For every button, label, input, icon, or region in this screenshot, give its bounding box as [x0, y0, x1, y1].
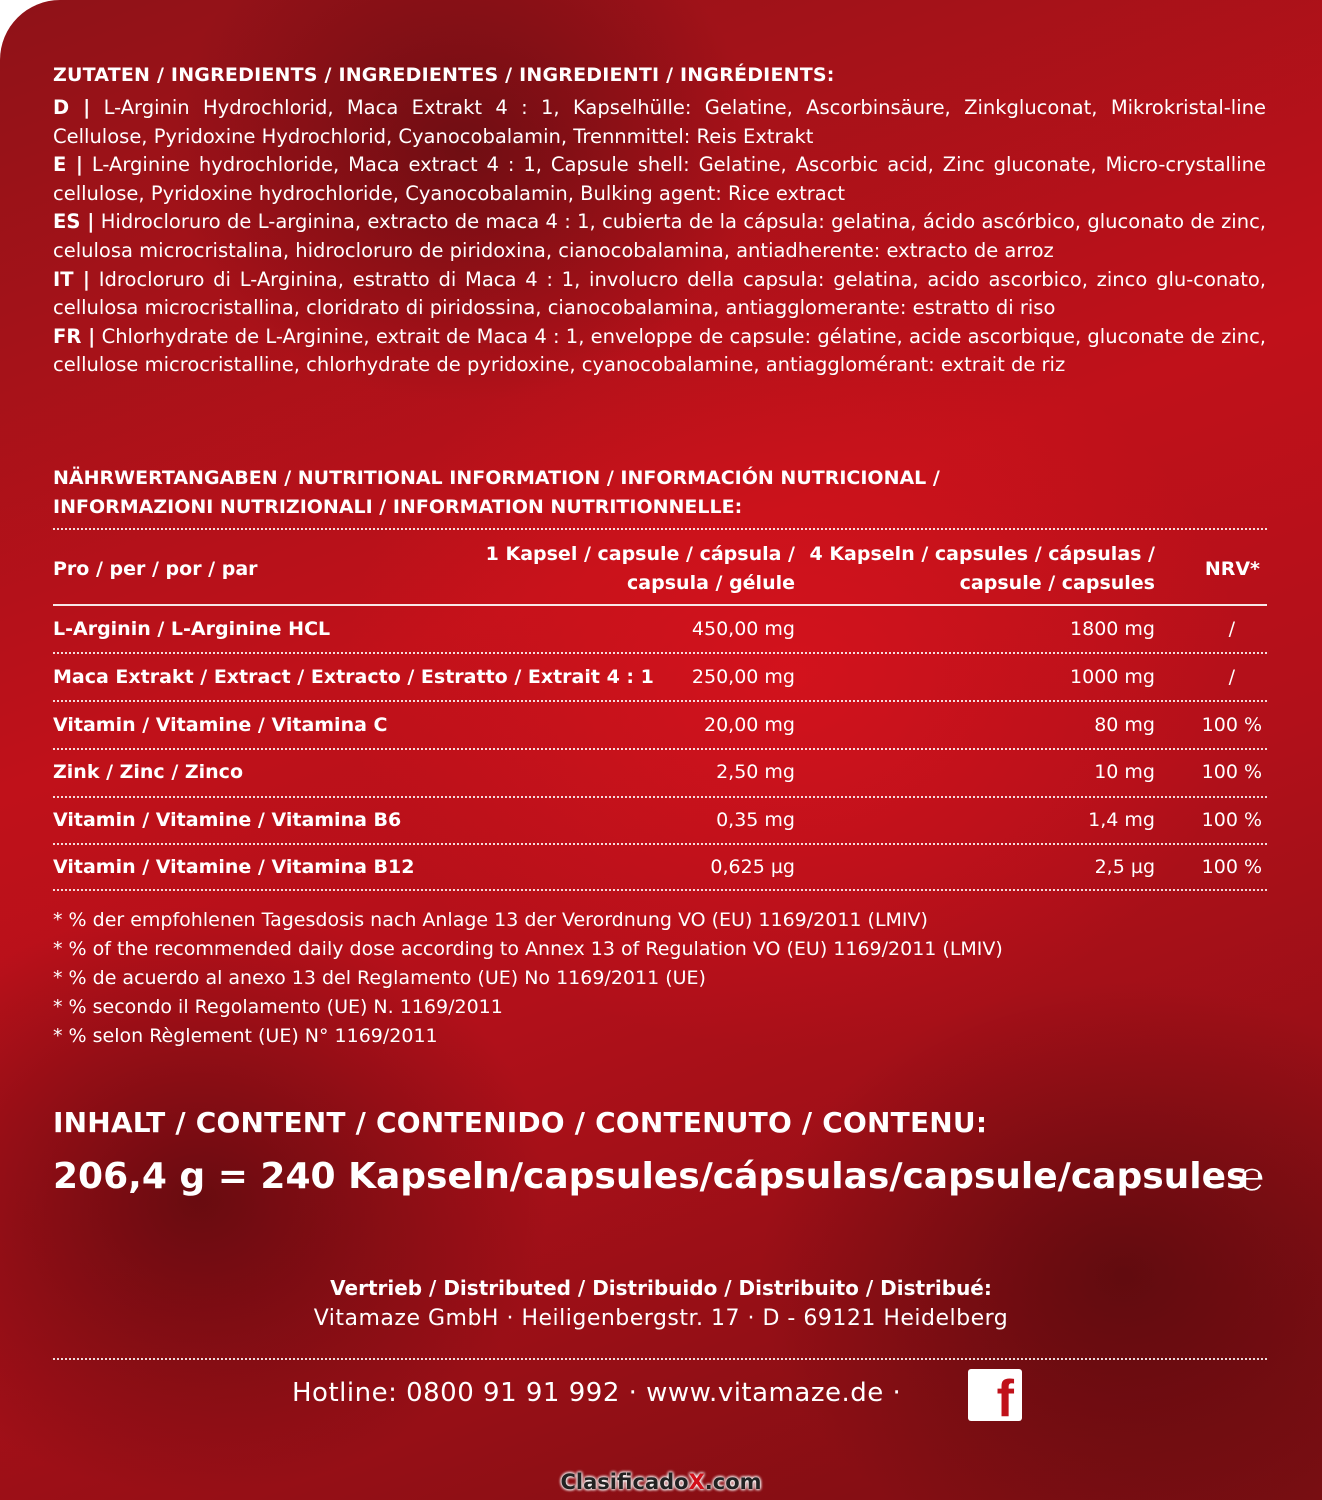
distribution-address: Vitamaze GmbH · Heiligenbergstr. 17 · D - 69121 Heidelberg: [313, 1306, 1009, 1331]
language-code: D |: [53, 96, 91, 119]
ingredient-en: [53, 151, 1266, 208]
row-nrv: 100 %: [1201, 856, 1262, 878]
row-one: 0,35 mg: [716, 809, 795, 831]
row-four: 80 mg: [1094, 714, 1155, 736]
ingredient-text: Idrocloruro di L-Arginina, estratto di Maca 4 : 1, involucro della capsula: gelatina, acido ascorbico, zinco glu-conato, cellulosa microcristallina, cloridrato di piridossina, cianocobalamina, antiagglomerante: estratto di riso: [53, 267, 1266, 320]
divider-dotted: [53, 748, 1267, 750]
row-name: Zink / Zinc / Zinco: [53, 761, 243, 783]
row-four: 2,5 µg: [1094, 856, 1155, 878]
watermark-part: .com: [704, 1470, 762, 1494]
ingredient-it: [53, 266, 1266, 323]
content-value: 206,4 g = 240 Kapseln/capsules/cápsulas/capsule/capsules: [53, 1156, 1248, 1197]
ingredient-fr: [53, 323, 1266, 380]
ingredient-text: L-Arginine hydrochloride, Maca extract 4 : 1, Capsule shell: Gelatine, Ascorbic acid, Zinc gluconate, Micro-crystalline cellulose, Pyridoxine hydrochloride, Cyanocobalamin, Bulking agent: Rice extract: [53, 153, 1267, 205]
divider-solid: [53, 604, 1267, 606]
row-nrv: /: [1228, 618, 1235, 640]
distribution-title: Vertrieb / Distributed / Distribuido / Distribuito / Distribué:: [330, 1276, 992, 1300]
footnote: * % de acuerdo al anexo 13 del Reglamento (UE) No 1169/2011 (UE): [53, 967, 706, 989]
header-one-capsule: [400, 540, 795, 598]
ingredients-title: ZUTATEN / INGREDIENTS / INGREDIENTES / INGREDIENTI / INGRÉDIENTS:: [53, 64, 835, 86]
row-name: Maca Extrakt / Extract / Extracto / Estratto / Extrait 4 : 1: [53, 666, 654, 688]
row-one: 0,625 µg: [710, 856, 795, 878]
row-name: Vitamin / Vitamine / Vitamina B12: [53, 856, 415, 878]
row-one: 20,00 mg: [703, 714, 795, 736]
divider-dotted: [53, 700, 1267, 702]
row-nrv: 100 %: [1201, 714, 1262, 736]
nutrition-title: [53, 464, 1053, 522]
row-nrv: /: [1228, 666, 1235, 688]
footnote: * % der empfohlenen Tagesdosis nach Anlage 13 der Verordnung VO (EU) 1169/2011 (LMIV): [53, 909, 928, 931]
footnote: * % secondo il Regolamento (UE) N. 1169/2011: [53, 996, 503, 1018]
ingredient-text: L-Arginin Hydrochlorid, Maca Extrakt 4 : 1, Kapselhülle: Gelatine, Ascorbinsäure, Zinkgluconat, Mikrokristal-line Cellulose, Pyridoxine Hydrochlorid, Cyanocobalamin, Trennmittel: Reis Extrakt: [53, 96, 1266, 148]
header-four-line2: capsule / capsules: [959, 572, 1155, 594]
row-one: 250,00 mg: [691, 666, 795, 688]
ingredient-text: Hidrocloruro de L-arginina, extracto de maca 4 : 1, cubierta de la cápsula: gelatina, ácido ascórbico, gluconato de zinc, celulosa microcristalina, hidrocloruro de piridoxina, cianocobalamina, antiadherente: extracto de arroz: [53, 210, 1266, 262]
header-four-line1: 4 Kapseln / capsules / cápsulas /: [809, 543, 1155, 565]
watermark: [0, 1470, 1322, 1494]
footnote: * % selon Règlement (UE) N° 1169/2011: [53, 1025, 438, 1047]
header-one-line1: 1 Kapsel / capsule / cápsula /: [485, 543, 795, 565]
header-nrv: NRV*: [1204, 558, 1260, 580]
facebook-icon[interactable]: [968, 1369, 1022, 1421]
row-one: 450,00 mg: [691, 618, 795, 640]
watermark-x: X: [688, 1470, 705, 1494]
estimated-sign-icon: ℮: [1240, 1154, 1265, 1200]
divider-dotted: [53, 528, 1267, 530]
language-code: E |: [53, 153, 83, 177]
header-one-line2: capsula / gélule: [627, 572, 795, 594]
divider-dotted: [53, 889, 1267, 891]
row-four: 1000 mg: [1070, 666, 1155, 688]
row-four: 1,4 mg: [1088, 809, 1155, 831]
language-code: IT |: [53, 267, 91, 291]
header-per: Pro / per / por / par: [53, 558, 258, 580]
content-title: INHALT / CONTENT / CONTENIDO / CONTENUTO / CONTENU:: [53, 1106, 988, 1139]
footnote: * % of the recommended daily dose according to Annex 13 of Regulation VO (EU) 1169/2011 (LMIV): [53, 938, 1003, 960]
watermark-part: Clasificado: [560, 1470, 689, 1494]
divider-dotted: [53, 796, 1267, 798]
row-four: 1800 mg: [1070, 618, 1155, 640]
nrv-footnotes: [53, 906, 1253, 1051]
nutrition-title-line2: INFORMAZIONI NUTRIZIONALI / INFORMATION NUTRITIONNELLE:: [53, 496, 743, 518]
nutrition-title-line1: NÄHRWERTANGABEN / NUTRITIONAL INFORMATION / INFORMACIÓN NUTRICIONAL /: [53, 467, 940, 489]
row-nrv: 100 %: [1201, 761, 1262, 783]
row-name: Vitamin / Vitamine / Vitamina B6: [53, 809, 402, 831]
row-name: L-Arginin / L-Arginine HCL: [53, 618, 331, 640]
row-one: 2,50 mg: [716, 761, 795, 783]
language-code: ES |: [53, 210, 95, 234]
divider-dotted: [53, 843, 1267, 845]
divider-dotted: [53, 1358, 1267, 1360]
ingredients-list: [53, 94, 1266, 380]
ingredient-es: [53, 208, 1266, 265]
ingredient-text: Chlorhydrate de L-Arginine, extrait de Maca 4 : 1, enveloppe de capsule: gélatine, acide ascorbique, gluconate de zinc, cellulose microcristalline, chlorhydrate de pyridoxine, cyanocobalamine, antiagglomérant: extrait de riz: [53, 324, 1267, 377]
hotline-text: Hotline: 0800 91 91 992 · www.vitamaze.de ·: [292, 1378, 902, 1408]
row-four: 10 mg: [1094, 761, 1155, 783]
row-nrv: 100 %: [1201, 809, 1262, 831]
language-code: FR |: [53, 324, 96, 348]
row-name: Vitamin / Vitamine / Vitamina C: [53, 714, 388, 736]
ingredient-de: [53, 94, 1266, 151]
facebook-glyph: f: [996, 1370, 1014, 1421]
header-four-capsules: [800, 540, 1155, 598]
divider-dotted: [53, 652, 1267, 654]
